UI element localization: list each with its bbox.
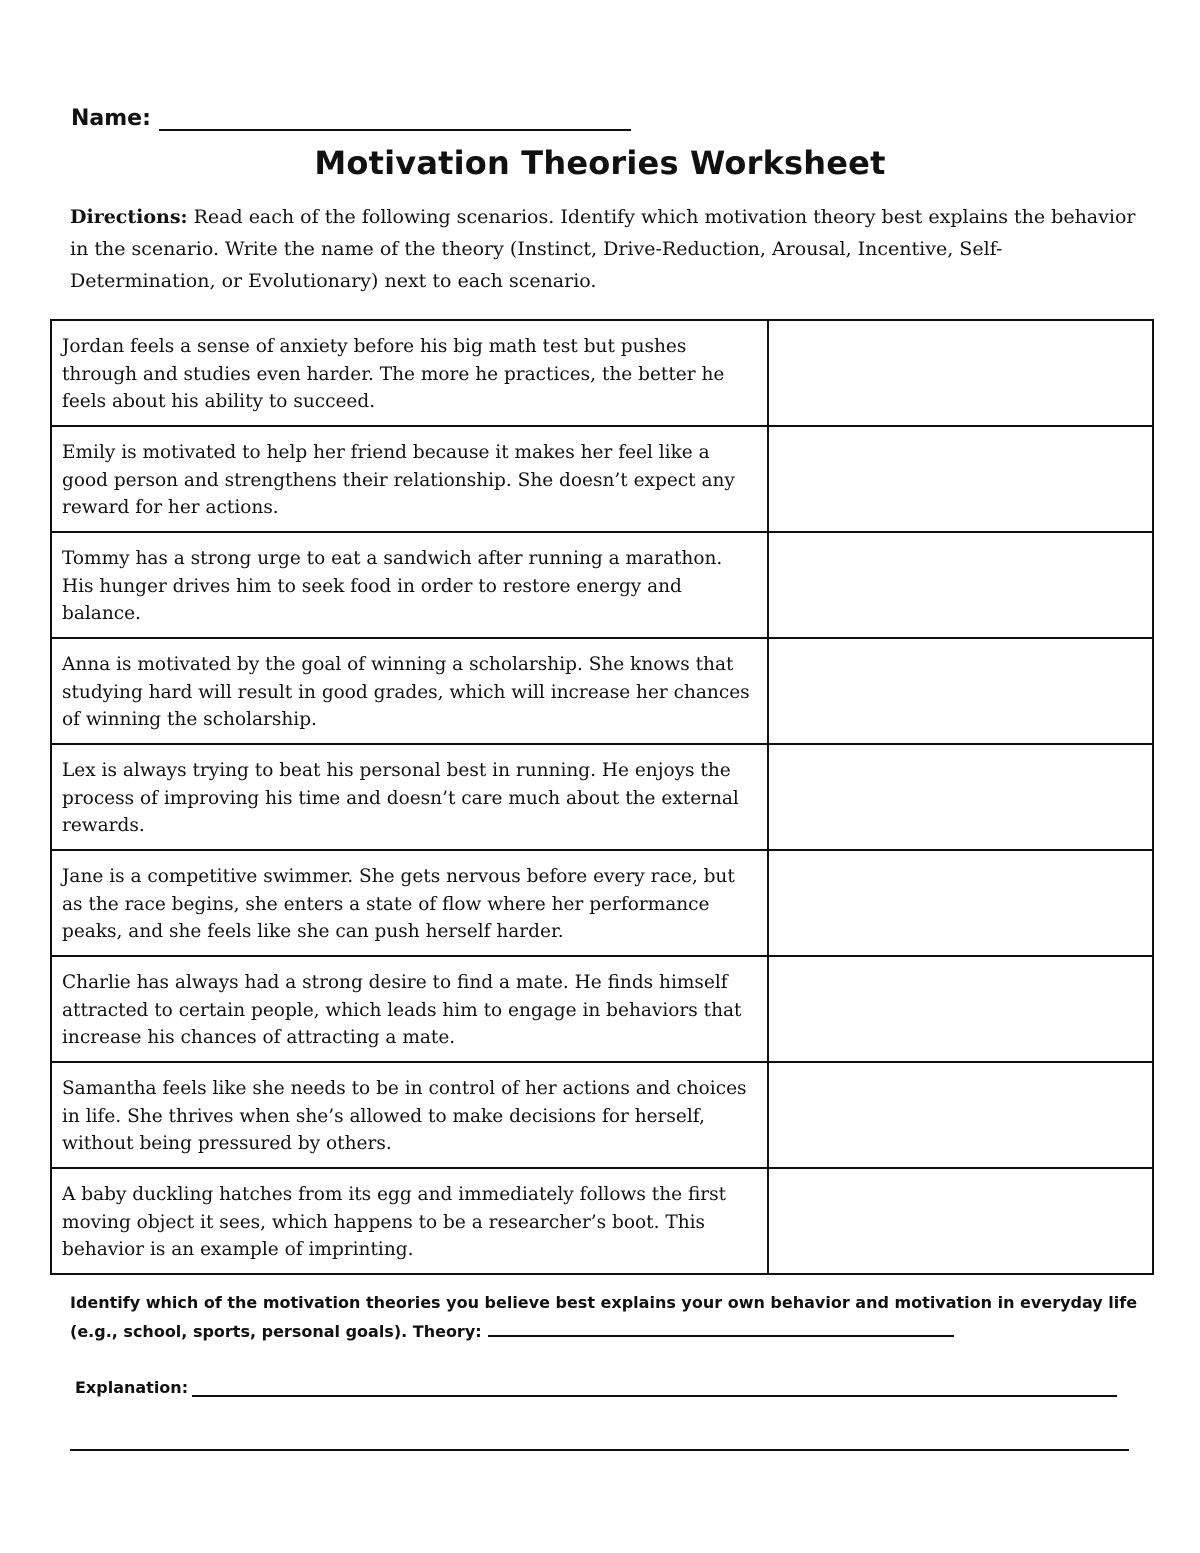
page-title: Motivation Theories Worksheet xyxy=(314,144,886,182)
explanation-blank[interactable] xyxy=(192,1377,1117,1397)
reflection-prompt xyxy=(70,1288,1150,1346)
scenario-table xyxy=(50,319,1154,1275)
directions xyxy=(70,201,1140,297)
scenario-text: Jordan feels a sense of anxiety before his big math test but pushes through and studies even harder. The more he practices, the better he feels about his ability to succeed. xyxy=(51,320,768,426)
directions-label: Directions: xyxy=(70,206,188,228)
reflection-prompt-text: Identify which of the motivation theories you believe best explains your own behavior and motivation in everyday life (e.g., school, sports, personal goals). Theory: xyxy=(70,1293,1138,1341)
table-row xyxy=(51,1062,1153,1168)
name-label: Name: xyxy=(71,106,151,131)
table-row xyxy=(51,426,1153,532)
table-row xyxy=(51,638,1153,744)
scenario-text: A baby duckling hatches from its egg and immediately follows the first moving object it sees, which happens to be a researcher’s boot. This behavior is an example of imprinting. xyxy=(51,1168,768,1274)
table-row xyxy=(51,1168,1153,1274)
answer-cell[interactable] xyxy=(768,744,1153,850)
scenario-text: Emily is motivated to help her friend because it makes her feel like a good person and strengthens their relationship. She doesn’t expect any reward for her actions. xyxy=(51,426,768,532)
answer-cell[interactable] xyxy=(768,638,1153,744)
explanation-blank-line-2[interactable] xyxy=(70,1449,1129,1451)
name-row xyxy=(71,106,631,131)
table-row xyxy=(51,956,1153,1062)
scenario-text: Samantha feels like she needs to be in control of her actions and choices in life. She thrives when she’s allowed to make decisions for herself, without being pressured by others. xyxy=(51,1062,768,1168)
directions-text: Read each of the following scenarios. Identify which motivation theory best explains the behavior in the scenario. Write the name of the theory (Instinct, Drive-Reduction, Arousal, Incentive, Self-Determination, or Evolutionary) next to each scenario. xyxy=(70,206,1136,292)
scenario-text: Jane is a competitive swimmer. She gets nervous before every race, but as the race begins, she enters a state of flow where her performance peaks, and she feels like she can push herself harder. xyxy=(51,850,768,956)
table-row xyxy=(51,850,1153,956)
answer-cell[interactable] xyxy=(768,426,1153,532)
answer-cell[interactable] xyxy=(768,956,1153,1062)
explanation-row xyxy=(75,1377,1117,1397)
table-row xyxy=(51,532,1153,638)
scenario-text: Anna is motivated by the goal of winning a scholarship. She knows that studying hard will result in good grades, which will increase her chances of winning the scholarship. xyxy=(51,638,768,744)
table-row xyxy=(51,320,1153,426)
answer-cell[interactable] xyxy=(768,1062,1153,1168)
answer-cell[interactable] xyxy=(768,1168,1153,1274)
scenario-text: Tommy has a strong urge to eat a sandwich after running a marathon. His hunger drives him to seek food in order to restore energy and balance. xyxy=(51,532,768,638)
answer-cell[interactable] xyxy=(768,532,1153,638)
answer-cell[interactable] xyxy=(768,850,1153,956)
scenario-text: Charlie has always had a strong desire to find a mate. He finds himself attracted to certain people, which leads him to engage in behaviors that increase his chances of attracting a mate. xyxy=(51,956,768,1062)
theory-blank[interactable] xyxy=(488,1319,954,1337)
name-blank[interactable] xyxy=(159,107,631,131)
scenario-text: Lex is always trying to beat his personal best in running. He enjoys the process of improving his time and doesn’t care much about the external rewards. xyxy=(51,744,768,850)
explanation-label: Explanation: xyxy=(75,1378,189,1397)
table-row xyxy=(51,744,1153,850)
answer-cell[interactable] xyxy=(768,320,1153,426)
